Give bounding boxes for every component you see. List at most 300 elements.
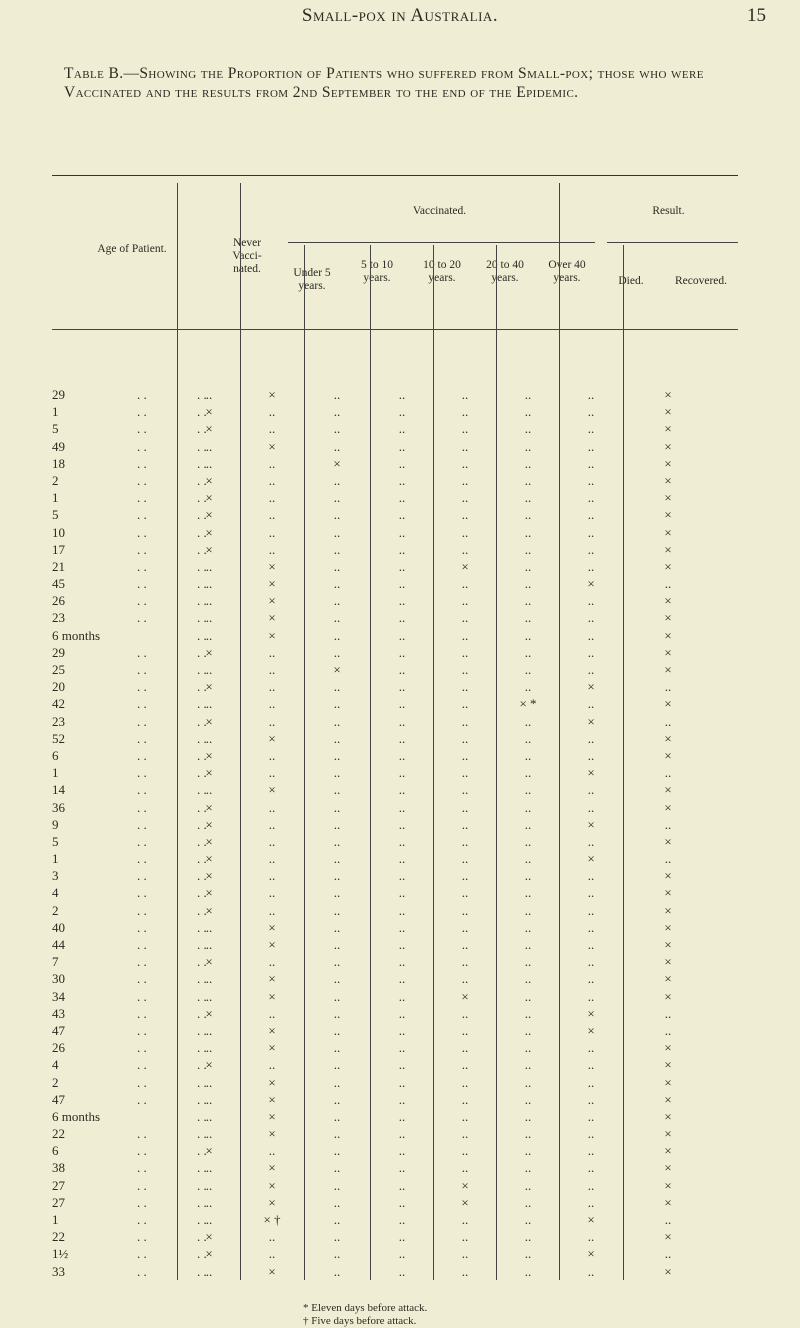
age-cell: 29 <box>52 387 65 402</box>
empty-cell: .. <box>587 1160 595 1176</box>
empty-cell: .. <box>333 490 341 506</box>
mark-cell: × <box>268 782 276 798</box>
empty-cell: .. <box>524 1022 532 1038</box>
leader-dots: . . <box>197 1263 207 1279</box>
empty-cell: .. <box>205 438 213 454</box>
empty-cell: .. <box>524 558 532 574</box>
empty-cell: .. <box>398 851 406 867</box>
leader-dots: . . <box>197 765 207 781</box>
empty-cell: .. <box>524 1126 532 1142</box>
empty-cell: .. <box>268 472 276 488</box>
empty-cell: .. <box>398 576 406 592</box>
age-cell: 6 months <box>52 1108 101 1124</box>
empty-cell: .. <box>524 919 532 935</box>
table-row <box>52 1057 738 1074</box>
empty-cell: .. <box>587 1263 595 1279</box>
empty-cell: .. <box>333 593 341 609</box>
empty-cell: .. <box>268 816 276 832</box>
leader-dots: . . <box>197 696 207 712</box>
empty-cell: .. <box>461 679 469 695</box>
empty-cell: .. <box>587 919 595 935</box>
empty-cell: .. <box>524 1229 532 1245</box>
age-cell: 1 <box>52 765 59 781</box>
empty-cell: .. <box>333 696 341 712</box>
leader-dots: . . <box>137 610 147 626</box>
table-row <box>52 404 738 421</box>
empty-cell: .. <box>333 1229 341 1245</box>
empty-cell: .. <box>398 593 406 609</box>
table-row <box>52 610 738 627</box>
mark-cell: × <box>664 833 672 849</box>
empty-cell: .. <box>333 1126 341 1142</box>
mark-cell: × <box>664 1091 672 1107</box>
mark-cell: × <box>587 1022 595 1038</box>
empty-cell: .. <box>398 1091 406 1107</box>
empty-cell: .. <box>205 1263 213 1279</box>
empty-cell: .. <box>268 885 276 901</box>
empty-cell: .. <box>398 971 406 987</box>
age-cell: 44 <box>52 937 65 952</box>
empty-cell: .. <box>524 404 532 420</box>
empty-cell: .. <box>664 765 672 781</box>
leader-dots: . . <box>197 937 207 952</box>
empty-cell: .. <box>587 954 595 970</box>
empty-cell: .. <box>333 747 341 763</box>
empty-cell: .. <box>524 937 532 952</box>
leader-dots: . . <box>137 730 147 746</box>
leader-dots: . . <box>197 1108 207 1124</box>
empty-cell: .. <box>333 524 341 540</box>
mark-cell: × <box>587 1005 595 1021</box>
mark-cell: × <box>268 988 276 1004</box>
empty-cell: .. <box>268 954 276 970</box>
empty-cell: .. <box>587 988 595 1004</box>
mark-cell: × <box>205 1005 213 1021</box>
age-cell: 26 <box>52 593 65 609</box>
age-cell: 25 <box>52 662 65 677</box>
empty-cell: .. <box>461 593 469 609</box>
leader-dots: . . <box>197 576 207 592</box>
empty-cell: .. <box>587 937 595 952</box>
empty-cell: .. <box>461 937 469 952</box>
header-5-to-10: 5 to 10 years. <box>361 259 393 284</box>
table-row <box>52 748 738 765</box>
mark-cell: × <box>205 816 213 832</box>
leader-dots: . . <box>197 988 207 1004</box>
header-10-to-20: 10 to 20 years. <box>423 259 461 284</box>
mark-cell: × <box>664 507 672 523</box>
empty-cell: .. <box>333 1022 341 1038</box>
age-cell: 18 <box>52 455 65 471</box>
leader-dots: . . <box>137 1057 147 1073</box>
empty-cell: .. <box>268 662 276 677</box>
empty-cell: .. <box>461 1246 469 1262</box>
empty-cell: .. <box>333 919 341 935</box>
empty-cell: .. <box>268 490 276 506</box>
age-cell: 1 <box>52 404 59 420</box>
mark-cell: × <box>205 747 213 763</box>
empty-cell: .. <box>333 885 341 901</box>
leader-dots: . . <box>137 851 147 867</box>
empty-cell: .. <box>461 387 469 402</box>
leader-dots: . . <box>137 404 147 420</box>
empty-cell: .. <box>587 1108 595 1124</box>
empty-cell: .. <box>333 627 341 643</box>
empty-cell: .. <box>333 1143 341 1159</box>
age-cell: 2 <box>52 902 59 918</box>
leader-dots: . . <box>197 713 207 729</box>
table-row <box>52 559 738 576</box>
empty-cell: .. <box>398 541 406 557</box>
mark-cell: × <box>587 713 595 729</box>
leader-dots: . . <box>197 472 207 488</box>
table-row <box>52 473 738 490</box>
age-cell: 27 <box>52 1194 65 1210</box>
empty-cell: .. <box>461 455 469 471</box>
leader-dots: . . <box>137 558 147 574</box>
table-row <box>52 1006 738 1023</box>
empty-cell: .. <box>398 782 406 798</box>
empty-cell: .. <box>664 1246 672 1262</box>
table-row <box>52 903 738 920</box>
empty-cell: .. <box>587 627 595 643</box>
leader-dots: . . <box>137 662 147 677</box>
table-row <box>52 954 738 971</box>
table-row <box>52 868 738 885</box>
mark-cell: × <box>268 387 276 402</box>
leader-dots: . . <box>137 988 147 1004</box>
empty-cell: .. <box>461 662 469 677</box>
empty-cell: .. <box>524 1263 532 1279</box>
mark-cell: × <box>664 644 672 660</box>
mark-cell: × <box>205 404 213 420</box>
age-cell: 23 <box>52 713 65 729</box>
empty-cell: .. <box>524 1194 532 1210</box>
empty-cell: .. <box>333 851 341 867</box>
leader-dots: . . <box>137 765 147 781</box>
age-cell: 6 <box>52 1143 59 1159</box>
empty-cell: .. <box>587 662 595 677</box>
empty-cell: .. <box>333 644 341 660</box>
empty-cell: .. <box>333 1160 341 1176</box>
empty-cell: .. <box>461 816 469 832</box>
table-row <box>52 731 738 748</box>
empty-cell: .. <box>398 1160 406 1176</box>
leader-dots: . . <box>137 387 147 402</box>
empty-cell: .. <box>398 610 406 626</box>
page-number: 15 <box>747 5 766 26</box>
mark-cell: × <box>268 1263 276 1279</box>
empty-cell: .. <box>587 490 595 506</box>
empty-cell: .. <box>461 1074 469 1090</box>
empty-cell: .. <box>333 816 341 832</box>
empty-cell: .. <box>461 799 469 815</box>
leader-dots: . . <box>197 1126 207 1142</box>
empty-cell: .. <box>205 971 213 987</box>
mark-cell: × <box>587 816 595 832</box>
leader-dots: . . <box>197 1160 207 1176</box>
table-row <box>52 1143 738 1160</box>
mark-cell: × <box>664 696 672 712</box>
table-row <box>52 1040 738 1057</box>
empty-cell: .. <box>524 627 532 643</box>
leader-dots: . . <box>137 524 147 540</box>
table-row <box>52 1229 738 1246</box>
leader-dots: . . <box>137 541 147 557</box>
header-died: Died. <box>618 275 644 287</box>
mark-cell: × <box>205 765 213 781</box>
mark-cell: × <box>664 387 672 402</box>
mark-cell: × <box>461 558 469 574</box>
empty-cell: .. <box>461 541 469 557</box>
empty-cell: .. <box>333 902 341 918</box>
mark-cell: × <box>205 799 213 815</box>
empty-cell: .. <box>398 1194 406 1210</box>
table-row <box>52 920 738 937</box>
table-row <box>52 439 738 456</box>
age-cell: 6 months <box>52 627 101 643</box>
leader-dots: . . <box>137 1143 147 1159</box>
empty-cell: .. <box>398 1074 406 1090</box>
empty-cell: .. <box>268 679 276 695</box>
table-row <box>52 456 738 473</box>
leader-dots: . . <box>137 455 147 471</box>
empty-cell: .. <box>461 1263 469 1279</box>
mark-cell: × <box>205 851 213 867</box>
empty-cell: .. <box>398 679 406 695</box>
empty-cell: .. <box>461 868 469 884</box>
empty-cell: .. <box>205 576 213 592</box>
leader-dots: . . <box>197 799 207 815</box>
empty-cell: .. <box>664 576 672 592</box>
table-row <box>52 421 738 438</box>
empty-cell: .. <box>461 730 469 746</box>
table-row <box>52 662 738 679</box>
header-result: Result. <box>652 205 685 217</box>
empty-cell: .. <box>205 988 213 1004</box>
empty-cell: .. <box>333 954 341 970</box>
leader-dots: . . <box>197 593 207 609</box>
leader-dots: . . <box>197 662 207 677</box>
empty-cell: .. <box>205 1022 213 1038</box>
empty-cell: .. <box>268 524 276 540</box>
empty-cell: .. <box>333 971 341 987</box>
empty-cell: .. <box>205 593 213 609</box>
empty-cell: .. <box>268 1246 276 1262</box>
empty-cell: .. <box>333 868 341 884</box>
mark-cell: × <box>205 524 213 540</box>
leader-dots: . . <box>197 1022 207 1038</box>
empty-cell: .. <box>333 404 341 420</box>
vaccinated-rule <box>288 242 595 243</box>
empty-cell: .. <box>398 937 406 952</box>
mark-cell: × <box>664 438 672 454</box>
empty-cell: .. <box>587 524 595 540</box>
empty-cell: .. <box>205 696 213 712</box>
empty-cell: .. <box>205 1126 213 1142</box>
empty-cell: .. <box>398 1108 406 1124</box>
mark-cell: × <box>664 593 672 609</box>
empty-cell: .. <box>587 455 595 471</box>
empty-cell: .. <box>333 387 341 402</box>
leader-dots: . . <box>137 438 147 454</box>
mark-cell: × <box>205 679 213 695</box>
empty-cell: .. <box>587 696 595 712</box>
empty-cell: .. <box>268 868 276 884</box>
leader-dots: . . <box>137 472 147 488</box>
empty-cell: .. <box>524 541 532 557</box>
mark-cell: × <box>664 1194 672 1210</box>
empty-cell: .. <box>333 679 341 695</box>
leader-dots: . . <box>137 816 147 832</box>
empty-cell: .. <box>333 937 341 952</box>
empty-cell: .. <box>524 679 532 695</box>
empty-cell: .. <box>587 1057 595 1073</box>
empty-cell: .. <box>268 713 276 729</box>
leader-dots: . . <box>197 954 207 970</box>
leader-dots: . . <box>197 747 207 763</box>
empty-cell: .. <box>587 1177 595 1193</box>
table-row <box>52 1160 738 1177</box>
empty-cell: .. <box>398 816 406 832</box>
header-age: Age of Patient. <box>97 243 167 255</box>
empty-cell: .. <box>524 799 532 815</box>
empty-cell: .. <box>205 1177 213 1193</box>
leader-dots: . . <box>197 816 207 832</box>
age-cell: 47 <box>52 1091 65 1107</box>
table-row <box>52 1092 738 1109</box>
leader-dots: . . <box>197 919 207 935</box>
empty-cell: .. <box>461 644 469 660</box>
empty-cell: .. <box>461 524 469 540</box>
empty-cell: .. <box>398 765 406 781</box>
empty-cell: .. <box>205 455 213 471</box>
mark-cell: × <box>587 765 595 781</box>
leader-dots: . . <box>137 971 147 987</box>
age-cell: 1 <box>52 1212 59 1227</box>
leader-dots: . . <box>197 833 207 849</box>
mark-cell: × <box>664 1108 672 1124</box>
header-under-5: Under 5 years. <box>293 267 331 292</box>
age-cell: 3 <box>52 868 59 884</box>
age-cell: 45 <box>52 576 65 592</box>
table-row <box>52 765 738 782</box>
empty-cell: .. <box>524 1246 532 1262</box>
empty-cell: .. <box>205 558 213 574</box>
mark-cell: × * <box>519 696 537 712</box>
age-cell: 5 <box>52 507 59 523</box>
table-title: Table B.—Showing the Proportion of Patients who suffered from Small-pox; those who were Vaccinated and the results from 2nd September to the end of the Epidemic. <box>64 65 704 101</box>
empty-cell: .. <box>587 1091 595 1107</box>
empty-cell: .. <box>524 782 532 798</box>
empty-cell: .. <box>664 713 672 729</box>
mark-cell: × <box>664 1126 672 1142</box>
empty-cell: .. <box>398 799 406 815</box>
empty-cell: .. <box>205 1074 213 1090</box>
table-row <box>52 490 738 507</box>
empty-cell: .. <box>524 507 532 523</box>
empty-cell: .. <box>333 988 341 1004</box>
mark-cell: × <box>664 799 672 815</box>
leader-dots: . . <box>137 1126 147 1142</box>
empty-cell: .. <box>398 954 406 970</box>
empty-cell: .. <box>587 1143 595 1159</box>
table-row <box>52 1109 738 1126</box>
empty-cell: .. <box>398 1177 406 1193</box>
empty-cell: .. <box>398 988 406 1004</box>
mark-cell: × <box>205 644 213 660</box>
empty-cell: .. <box>587 507 595 523</box>
empty-cell: .. <box>524 713 532 729</box>
leader-dots: . . <box>137 782 147 798</box>
mark-cell: × <box>205 1229 213 1245</box>
mark-cell: × <box>664 1143 672 1159</box>
leader-dots: . . <box>197 885 207 901</box>
empty-cell: .. <box>333 1091 341 1107</box>
leader-dots: . . <box>197 644 207 660</box>
leader-dots: . . <box>197 851 207 867</box>
mark-cell: × <box>664 730 672 746</box>
age-cell: 2 <box>52 1074 59 1090</box>
leader-dots: . . <box>197 524 207 540</box>
empty-cell: .. <box>398 404 406 420</box>
mark-cell: × <box>664 472 672 488</box>
empty-cell: .. <box>461 1212 469 1227</box>
leader-dots: . . <box>137 1246 147 1262</box>
empty-cell: .. <box>333 1263 341 1279</box>
age-cell: 2 <box>52 472 59 488</box>
mark-cell: × <box>268 576 276 592</box>
mark-cell: × <box>268 1194 276 1210</box>
leader-dots: . . <box>197 1074 207 1090</box>
empty-cell: .. <box>664 1005 672 1021</box>
empty-cell: .. <box>524 387 532 402</box>
mark-cell: × <box>664 1057 672 1073</box>
empty-cell: .. <box>398 730 406 746</box>
empty-cell: .. <box>268 696 276 712</box>
age-cell: 43 <box>52 1005 65 1021</box>
leader-dots: . . <box>197 679 207 695</box>
empty-cell: .. <box>461 1057 469 1073</box>
mark-cell: × <box>664 954 672 970</box>
mark-cell: × <box>664 455 672 471</box>
leader-dots: . . <box>137 919 147 935</box>
empty-cell: .. <box>587 747 595 763</box>
empty-cell: .. <box>205 1160 213 1176</box>
empty-cell: .. <box>524 1177 532 1193</box>
mark-cell: × <box>664 490 672 506</box>
empty-cell: .. <box>398 747 406 763</box>
footnote-dagger: † Five days before attack. <box>303 1315 417 1327</box>
empty-cell: .. <box>524 662 532 677</box>
mark-cell: × <box>268 971 276 987</box>
table-row <box>52 1178 738 1195</box>
empty-cell: .. <box>524 1040 532 1056</box>
empty-cell: .. <box>205 1108 213 1124</box>
empty-cell: .. <box>205 1091 213 1107</box>
table-row <box>52 834 738 851</box>
empty-cell: .. <box>587 387 595 402</box>
empty-cell: .. <box>524 455 532 471</box>
empty-cell: .. <box>398 455 406 471</box>
empty-cell: .. <box>333 1212 341 1227</box>
leader-dots: . . <box>197 421 207 437</box>
leader-dots: . . <box>197 1005 207 1021</box>
empty-cell: .. <box>333 1108 341 1124</box>
leader-dots: . . <box>197 387 207 402</box>
empty-cell: .. <box>333 1057 341 1073</box>
running-head: Small-pox in Australia. <box>301 5 499 26</box>
